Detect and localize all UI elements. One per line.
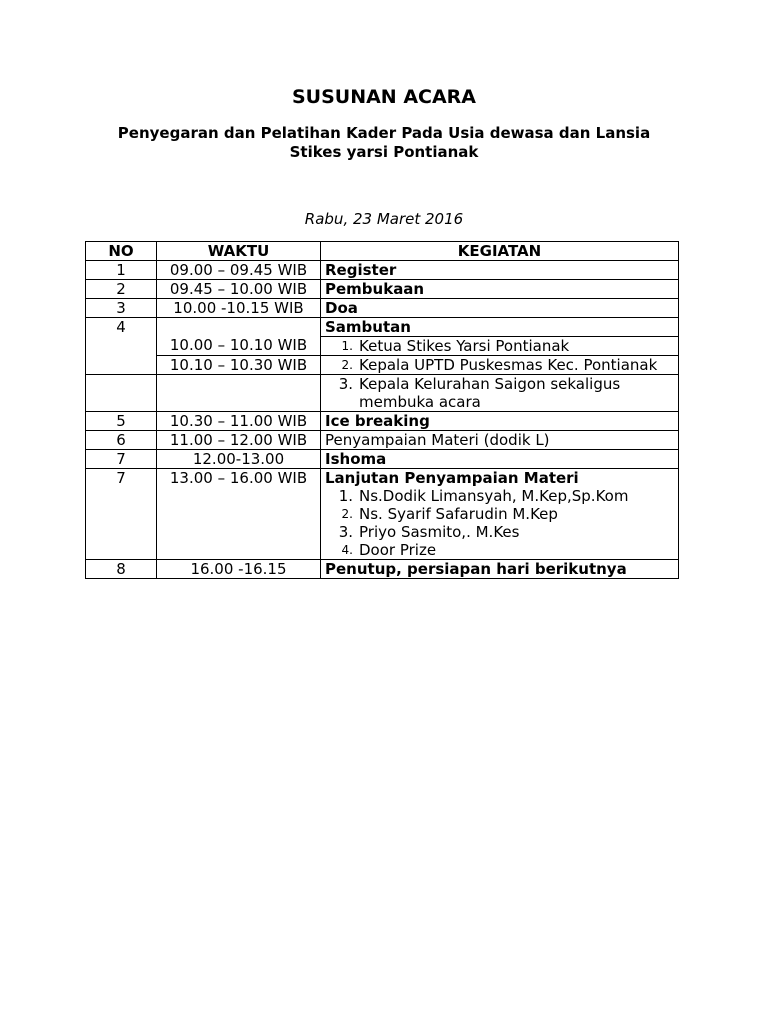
cell-activity: Register — [321, 261, 679, 280]
cell-activity: Ice breaking — [321, 412, 679, 431]
table-row — [86, 560, 679, 579]
cell-no: 4 — [86, 318, 157, 375]
table-row — [86, 412, 679, 431]
cell-time: 11.00 – 12.00 WIB — [157, 431, 321, 450]
header-waktu: WAKTU — [157, 242, 321, 261]
cell-sub-activity — [321, 337, 679, 356]
cell-no — [86, 375, 157, 412]
cell-sub-activity — [321, 375, 679, 412]
cell-time: 12.00-13.00 — [157, 450, 321, 469]
list-number: 3. — [338, 523, 353, 541]
cell-no: 6 — [86, 431, 157, 450]
header-kegiatan: KEGIATAN — [321, 242, 679, 261]
list-text: Kepala Kelurahan Saigon sekaligus membuka acara — [359, 375, 621, 411]
cell-no: 5 — [86, 412, 157, 431]
cell-time: 09.45 – 10.00 WIB — [157, 280, 321, 299]
cell-activity: Ishoma — [321, 450, 679, 469]
cell-time: 10.30 – 11.00 WIB — [157, 412, 321, 431]
cell-no: 1 — [86, 261, 157, 280]
cell-activity: Pembukaan — [321, 280, 679, 299]
list-item — [325, 337, 674, 355]
event-date: Rabu, 23 Maret 2016 — [304, 210, 464, 228]
table-row — [86, 280, 679, 299]
cell-no: 7 — [86, 469, 157, 560]
cell-no: 8 — [86, 560, 157, 579]
list-text: Ns.Dodik Limansyah, M.Kep,Sp.Kom — [359, 487, 629, 505]
list-text: Priyo Sasmito,. M.Kes — [359, 523, 520, 541]
cell-activity: Sambutan — [321, 318, 679, 337]
cell-time: 09.00 – 09.45 WIB — [157, 261, 321, 280]
list-number: 3. — [338, 375, 353, 393]
cell-no: 3 — [86, 299, 157, 318]
list-item — [325, 523, 674, 541]
page-title: SUSUNAN ACARA — [291, 86, 477, 108]
list-number: 1. — [338, 487, 353, 505]
subtitle — [110, 124, 658, 162]
table-row — [86, 469, 679, 560]
cell-activity: Doa — [321, 299, 679, 318]
cell-time: 10.00 -10.15 WIB — [157, 299, 321, 318]
header-no: NO — [86, 242, 157, 261]
list-item — [325, 505, 674, 523]
list-text: Kepala UPTD Puskesmas Kec. Pontianak — [359, 356, 658, 374]
cell-time: 10.00 – 10.10 WIB — [157, 318, 321, 356]
list-text: Door Prize — [359, 541, 437, 559]
activity-heading: Lanjutan Penyampaian Materi — [325, 469, 579, 487]
agenda-table — [85, 241, 679, 579]
subtitle-line-2: Stikes yarsi Pontianak — [289, 143, 479, 161]
cell-no: 2 — [86, 280, 157, 299]
list-text: Ns. Syarif Safarudin M.Kep — [359, 505, 558, 523]
cell-activity: Penyampaian Materi (dodik L) — [321, 431, 679, 450]
cell-sub-activity — [321, 356, 679, 375]
subtitle-line-1: Penyegaran dan Pelatihan Kader Pada Usia dewasa dan Lansia — [117, 124, 651, 142]
list-item — [325, 541, 674, 559]
list-item — [325, 487, 674, 505]
table-header-row — [86, 242, 679, 261]
table-row — [86, 299, 679, 318]
table-row — [86, 261, 679, 280]
cell-no: 7 — [86, 450, 157, 469]
table-row — [86, 375, 679, 412]
cell-time: 13.00 – 16.00 WIB — [157, 469, 321, 560]
table-row — [86, 431, 679, 450]
list-text: Ketua Stikes Yarsi Pontianak — [359, 337, 570, 355]
list-number: 1. — [341, 339, 353, 353]
cell-activity — [321, 469, 679, 560]
list-number: 2. — [341, 358, 353, 372]
cell-time: 10.10 – 10.30 WIB — [157, 356, 321, 375]
cell-time — [157, 375, 321, 412]
list-number: 2. — [341, 507, 353, 521]
list-item — [325, 375, 674, 411]
table-row — [86, 318, 679, 337]
list-number: 4. — [341, 543, 353, 557]
cell-time: 16.00 -16.15 — [157, 560, 321, 579]
table-row — [86, 450, 679, 469]
cell-activity: Penutup, persiapan hari berikutnya — [321, 560, 679, 579]
table-row — [86, 356, 679, 375]
list-item — [325, 356, 674, 374]
